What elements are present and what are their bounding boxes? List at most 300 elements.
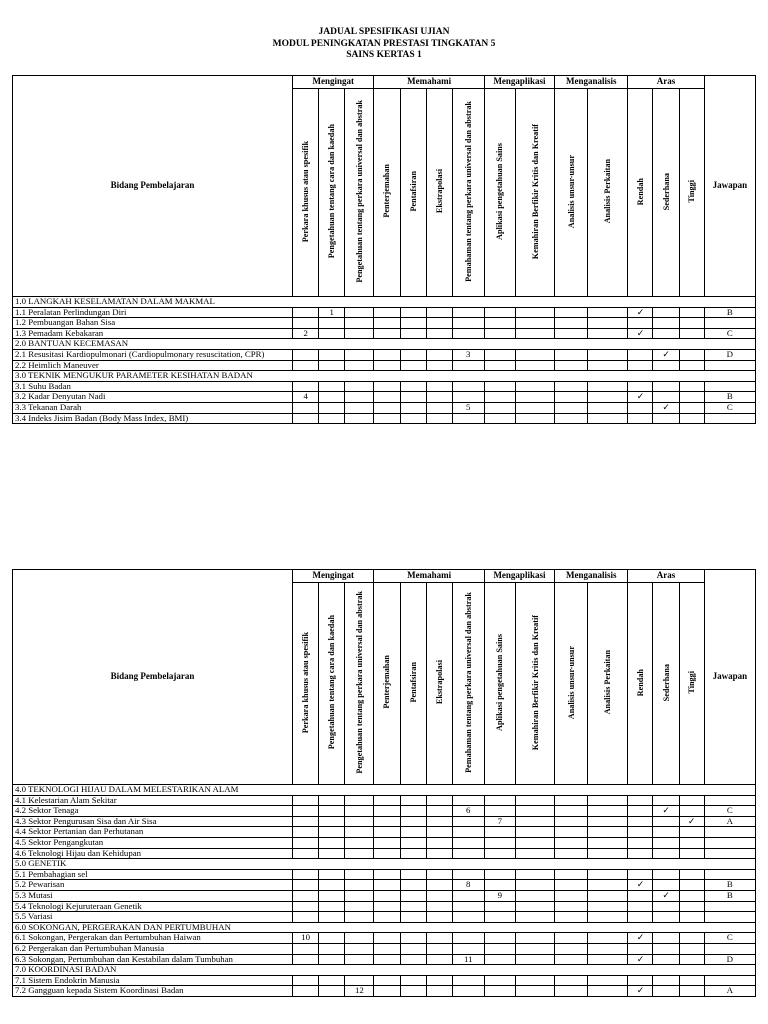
spec-cell xyxy=(588,402,628,413)
spec-cell xyxy=(484,901,515,912)
spec-cell xyxy=(555,827,588,838)
group-header: Aras xyxy=(628,76,704,89)
spec-cell xyxy=(679,307,704,318)
spec-cell xyxy=(319,901,345,912)
section-row xyxy=(13,859,756,870)
spec-cell xyxy=(555,392,588,403)
spec-cell: ✓ xyxy=(628,307,653,318)
spec-cell xyxy=(628,318,653,329)
criteria-header xyxy=(484,583,515,785)
group-header: Jawapan xyxy=(704,570,755,785)
spec-cell xyxy=(452,848,484,859)
spec-cell xyxy=(374,848,400,859)
spec-cell xyxy=(426,890,452,901)
criteria-header xyxy=(374,89,400,297)
spec-cell xyxy=(515,392,554,403)
spec-cell xyxy=(515,307,554,318)
spec-cell xyxy=(628,349,653,360)
spec-cell xyxy=(374,975,400,986)
spec-cell xyxy=(628,848,653,859)
group-header: Memahami xyxy=(374,76,484,89)
topic-label: 2.1 Resusitasi Kardiopulmonari (Cardiopulmonary resuscitation, CPR) xyxy=(13,349,293,360)
spec-cell xyxy=(515,816,554,827)
criteria-header xyxy=(319,583,345,785)
spec-cell xyxy=(628,827,653,838)
spec-cell xyxy=(374,912,400,923)
spec-cell xyxy=(588,837,628,848)
spec-cell xyxy=(515,954,554,965)
spec-cell xyxy=(679,986,704,997)
spec-cell xyxy=(555,890,588,901)
spec-cell xyxy=(319,349,345,360)
spec-cell xyxy=(653,954,679,965)
criteria-header-text: Aplikasi pengetahuan Sains xyxy=(495,633,505,731)
group-header: Mengingat xyxy=(293,76,374,89)
spec-cell xyxy=(484,392,515,403)
spec-cell xyxy=(426,869,452,880)
spec-cell xyxy=(679,880,704,891)
spec-cell xyxy=(426,360,452,371)
spec-cell xyxy=(293,307,319,318)
table-row xyxy=(13,933,756,944)
table-row xyxy=(13,360,756,371)
spec-cell xyxy=(653,827,679,838)
spec-cell xyxy=(484,328,515,339)
answer-cell: B xyxy=(704,392,755,403)
spec-cell xyxy=(452,869,484,880)
table-row xyxy=(13,890,756,901)
answer-cell xyxy=(704,837,755,848)
spec-cell xyxy=(588,827,628,838)
criteria-header-text: Pentafsiran xyxy=(408,170,418,212)
spec-cell xyxy=(653,360,679,371)
spec-cell xyxy=(679,318,704,329)
topic-label: 5.5 Variasi xyxy=(13,912,293,923)
spec-cell xyxy=(515,806,554,817)
spec-cell xyxy=(515,827,554,838)
criteria-header-text: Pentafsiran xyxy=(408,661,418,703)
spec-cell xyxy=(452,392,484,403)
spec-cell xyxy=(345,307,374,318)
table-row xyxy=(13,328,756,339)
spec-cell xyxy=(484,307,515,318)
spec-cell xyxy=(319,933,345,944)
spec-cell xyxy=(374,901,400,912)
spec-cell xyxy=(319,869,345,880)
topic-label: 4.3 Sektor Pengurusan Sisa dan Air Sisa xyxy=(13,816,293,827)
criteria-header-text: Kemahiran Berfikir Kritis dan Kreatif xyxy=(530,123,540,259)
spec-cell xyxy=(515,912,554,923)
spec-cell xyxy=(588,986,628,997)
criteria-header xyxy=(515,583,554,785)
spec-cell xyxy=(426,975,452,986)
spec-cell xyxy=(345,328,374,339)
spec-cell: 1 xyxy=(319,307,345,318)
table-row xyxy=(13,901,756,912)
spec-cell xyxy=(555,880,588,891)
criteria-header xyxy=(293,89,319,297)
spec-cell xyxy=(588,975,628,986)
spec-cell xyxy=(374,933,400,944)
bidang-header: Bidang Pembelajaran xyxy=(13,76,293,297)
spec-cell xyxy=(555,933,588,944)
spec-cell xyxy=(588,816,628,827)
answer-cell xyxy=(704,318,755,329)
spec-cell xyxy=(293,869,319,880)
spec-cell xyxy=(653,912,679,923)
criteria-header xyxy=(452,583,484,785)
spec-cell xyxy=(293,381,319,392)
spec-cell xyxy=(588,318,628,329)
spec-cell xyxy=(293,848,319,859)
criteria-header-text: Analisis Perkaitan xyxy=(603,159,613,224)
spec-cell xyxy=(628,402,653,413)
group-header: Mengaplikasi xyxy=(484,76,554,89)
spec-cell xyxy=(293,413,319,424)
spec-cell: ✓ xyxy=(628,880,653,891)
spec-cell xyxy=(555,901,588,912)
spec-cell: 7 xyxy=(484,816,515,827)
spec-cell xyxy=(374,413,400,424)
answer-cell: D xyxy=(704,349,755,360)
spec-cell xyxy=(345,392,374,403)
spec-cell xyxy=(426,933,452,944)
spec-cell xyxy=(555,413,588,424)
spec-cell xyxy=(345,402,374,413)
spec-cell xyxy=(319,986,345,997)
spec-cell xyxy=(374,837,400,848)
criteria-header-text: Kemahiran Berfikir Kritis dan Kreatif xyxy=(530,614,540,750)
spec-cell xyxy=(653,328,679,339)
spec-cell: ✓ xyxy=(653,806,679,817)
criteria-header xyxy=(374,583,400,785)
topic-label: 5.1 Pembahagian sel xyxy=(13,869,293,880)
spec-cell xyxy=(293,827,319,838)
spec-cell xyxy=(426,392,452,403)
spec-cell xyxy=(400,307,426,318)
spec-cell xyxy=(400,795,426,806)
spec-cell xyxy=(400,901,426,912)
criteria-header xyxy=(293,583,319,785)
section-title: 2.0 BANTUAN KECEMASAN xyxy=(13,339,756,350)
spec-cell xyxy=(653,307,679,318)
answer-cell: A xyxy=(704,986,755,997)
spec-cell xyxy=(345,816,374,827)
spec-cell: ✓ xyxy=(628,392,653,403)
spec-cell xyxy=(515,848,554,859)
section-row xyxy=(13,339,756,350)
criteria-header-text: Pengetahuan tentang perkara universal dan abstrak xyxy=(354,590,364,774)
spec-cell xyxy=(679,392,704,403)
spec-cell: ✓ xyxy=(628,954,653,965)
topic-label: 4.2 Sektor Tenaga xyxy=(13,806,293,817)
spec-cell xyxy=(452,933,484,944)
criteria-header xyxy=(628,583,653,785)
spec-cell xyxy=(484,933,515,944)
spec-cell xyxy=(484,318,515,329)
spec-cell xyxy=(293,402,319,413)
table-row xyxy=(13,975,756,986)
spec-cell xyxy=(628,381,653,392)
group-header: Menganalisis xyxy=(555,76,628,89)
spec-cell xyxy=(484,912,515,923)
spec-cell xyxy=(374,318,400,329)
spec-cell xyxy=(588,912,628,923)
spec-cell xyxy=(653,318,679,329)
spec-cell xyxy=(555,986,588,997)
spec-cell xyxy=(319,943,345,954)
spec-cell xyxy=(319,806,345,817)
spec-cell xyxy=(400,328,426,339)
section-title: 3.0 TEKNIK MENGUKUR PARAMETER KESIHATAN BADAN xyxy=(13,371,756,382)
criteria-header-text: Ekstrapolasi xyxy=(434,169,444,214)
answer-cell: C xyxy=(704,806,755,817)
criteria-header xyxy=(588,583,628,785)
spec-cell xyxy=(588,943,628,954)
spec-cell xyxy=(400,954,426,965)
answer-cell: B xyxy=(704,880,755,891)
spec-cell xyxy=(679,413,704,424)
answer-cell xyxy=(704,943,755,954)
answer-cell: C xyxy=(704,402,755,413)
spec-cell: 5 xyxy=(452,402,484,413)
criteria-header xyxy=(452,89,484,297)
spec-cell xyxy=(653,880,679,891)
topic-label: 7.1 Sistem Endokrin Manusia xyxy=(13,975,293,986)
spec-cell xyxy=(293,975,319,986)
spec-cell xyxy=(484,869,515,880)
table-row xyxy=(13,392,756,403)
spec-cell xyxy=(400,806,426,817)
spec-cell xyxy=(555,307,588,318)
spec-cell xyxy=(345,848,374,859)
spec-cell xyxy=(374,360,400,371)
criteria-header xyxy=(628,89,653,297)
group-header: Menganalisis xyxy=(555,570,628,583)
spec-cell xyxy=(293,795,319,806)
spec-cell xyxy=(628,943,653,954)
criteria-header-text: Penterjemahan xyxy=(382,655,392,710)
criteria-header-text: Analisis unsur-unsur xyxy=(566,645,576,719)
table-row xyxy=(13,869,756,880)
group-header: Mengingat xyxy=(293,570,374,583)
topic-label: 6.1 Sokongan, Pergerakan dan Pertumbuhan Haiwan xyxy=(13,933,293,944)
spec-cell xyxy=(452,795,484,806)
spec-cell xyxy=(374,880,400,891)
spec-cell xyxy=(374,349,400,360)
spec-cell: 4 xyxy=(293,392,319,403)
answer-cell: C xyxy=(704,328,755,339)
spec-cell xyxy=(400,837,426,848)
spec-cell xyxy=(374,795,400,806)
spec-cell xyxy=(679,890,704,901)
spec-cell xyxy=(555,360,588,371)
spec-cell xyxy=(515,933,554,944)
spec-cell xyxy=(319,360,345,371)
spec-cell: ✓ xyxy=(653,890,679,901)
spec-cell xyxy=(679,806,704,817)
spec-cell xyxy=(653,837,679,848)
spec-cell xyxy=(484,975,515,986)
spec-cell xyxy=(653,381,679,392)
table-row xyxy=(13,954,756,965)
spec-cell xyxy=(345,890,374,901)
spec-cell xyxy=(400,986,426,997)
criteria-header xyxy=(345,583,374,785)
spec-cell xyxy=(515,869,554,880)
spec-cell xyxy=(628,901,653,912)
spec-cell: 3 xyxy=(452,349,484,360)
criteria-header xyxy=(653,583,679,785)
specification-table-2 xyxy=(12,569,756,997)
spec-cell xyxy=(374,827,400,838)
spec-cell xyxy=(555,806,588,817)
spec-cell xyxy=(679,837,704,848)
spec-cell xyxy=(345,413,374,424)
spec-cell xyxy=(319,381,345,392)
spec-cell xyxy=(374,890,400,901)
spec-cell xyxy=(628,837,653,848)
spec-cell xyxy=(319,827,345,838)
spec-cell xyxy=(293,837,319,848)
spec-cell xyxy=(452,827,484,838)
spec-cell xyxy=(319,880,345,891)
spec-cell xyxy=(653,943,679,954)
table-row xyxy=(13,402,756,413)
spec-cell xyxy=(400,827,426,838)
spec-cell xyxy=(588,381,628,392)
spec-cell xyxy=(679,349,704,360)
spec-cell xyxy=(484,848,515,859)
spec-cell xyxy=(653,933,679,944)
topic-label: 5.2 Pewarisan xyxy=(13,880,293,891)
spec-cell xyxy=(555,869,588,880)
spec-cell xyxy=(452,360,484,371)
topic-label: 6.3 Sokongan, Pertumbuhan dan Kestabilan dalam Tumbuhan xyxy=(13,954,293,965)
spec-cell xyxy=(679,912,704,923)
spec-cell xyxy=(293,349,319,360)
spec-cell xyxy=(452,901,484,912)
topic-label: 6.2 Pergerakan dan Pertumbuhan Manusia xyxy=(13,943,293,954)
spec-cell xyxy=(345,975,374,986)
spec-cell xyxy=(345,381,374,392)
table-row xyxy=(13,349,756,360)
spec-cell xyxy=(345,933,374,944)
spec-cell xyxy=(484,837,515,848)
spec-cell: ✓ xyxy=(628,328,653,339)
spec-cell xyxy=(426,402,452,413)
header-group-row xyxy=(13,570,756,583)
answer-cell: B xyxy=(704,307,755,318)
spec-cell xyxy=(555,795,588,806)
spec-cell xyxy=(452,318,484,329)
table-row xyxy=(13,880,756,891)
criteria-header-text: Sederhana xyxy=(661,172,671,210)
spec-cell xyxy=(319,318,345,329)
spec-cell xyxy=(374,328,400,339)
spec-cell xyxy=(319,795,345,806)
spec-cell xyxy=(484,954,515,965)
spec-cell xyxy=(588,413,628,424)
group-header: Jawapan xyxy=(704,76,755,297)
spec-cell xyxy=(555,328,588,339)
spec-cell xyxy=(588,954,628,965)
spec-cell xyxy=(653,795,679,806)
answer-cell xyxy=(704,360,755,371)
group-header: Memahami xyxy=(374,570,484,583)
spec-cell xyxy=(345,880,374,891)
criteria-header-text: Tinggi xyxy=(687,670,697,694)
criteria-header xyxy=(400,89,426,297)
spec-cell xyxy=(400,413,426,424)
table-row xyxy=(13,827,756,838)
spec-cell xyxy=(653,986,679,997)
spec-cell xyxy=(426,954,452,965)
topic-label: 3.1 Suhu Badan xyxy=(13,381,293,392)
spec-cell xyxy=(293,806,319,817)
spec-cell xyxy=(374,402,400,413)
spec-cell xyxy=(293,318,319,329)
criteria-header-text: Rendah xyxy=(635,668,645,696)
spec-cell xyxy=(484,402,515,413)
spec-cell xyxy=(426,349,452,360)
spec-cell xyxy=(484,943,515,954)
spec-cell xyxy=(515,975,554,986)
table-row xyxy=(13,848,756,859)
spec-cell: 11 xyxy=(452,954,484,965)
spec-cell xyxy=(653,848,679,859)
spec-cell xyxy=(452,912,484,923)
topic-label: 3.2 Kadar Denyutan Nadi xyxy=(13,392,293,403)
spec-cell xyxy=(628,869,653,880)
criteria-header-text: Analisis unsur-unsur xyxy=(566,154,576,228)
section-row xyxy=(13,297,756,308)
spec-cell xyxy=(588,349,628,360)
criteria-header xyxy=(400,583,426,785)
spec-cell xyxy=(653,816,679,827)
spec-cell xyxy=(515,901,554,912)
table-row xyxy=(13,795,756,806)
criteria-header xyxy=(426,89,452,297)
spec-cell xyxy=(555,381,588,392)
spec-cell xyxy=(319,392,345,403)
answer-cell xyxy=(704,869,755,880)
spec-cell xyxy=(374,816,400,827)
specification-table-1 xyxy=(12,75,756,424)
spec-cell xyxy=(515,328,554,339)
spec-cell: 8 xyxy=(452,880,484,891)
spec-cell: ✓ xyxy=(628,933,653,944)
spec-cell xyxy=(679,954,704,965)
spec-cell xyxy=(426,806,452,817)
spec-cell xyxy=(515,318,554,329)
spec-cell xyxy=(319,837,345,848)
spec-cell xyxy=(400,912,426,923)
spec-cell xyxy=(452,975,484,986)
spec-cell xyxy=(515,943,554,954)
answer-cell: D xyxy=(704,954,755,965)
spec-cell xyxy=(319,402,345,413)
spec-cell xyxy=(588,806,628,817)
spec-cell xyxy=(426,827,452,838)
spec-cell xyxy=(400,381,426,392)
spec-cell xyxy=(484,413,515,424)
spec-cell xyxy=(452,816,484,827)
table-row xyxy=(13,837,756,848)
spec-cell xyxy=(293,943,319,954)
spec-cell xyxy=(452,328,484,339)
spec-cell xyxy=(555,318,588,329)
